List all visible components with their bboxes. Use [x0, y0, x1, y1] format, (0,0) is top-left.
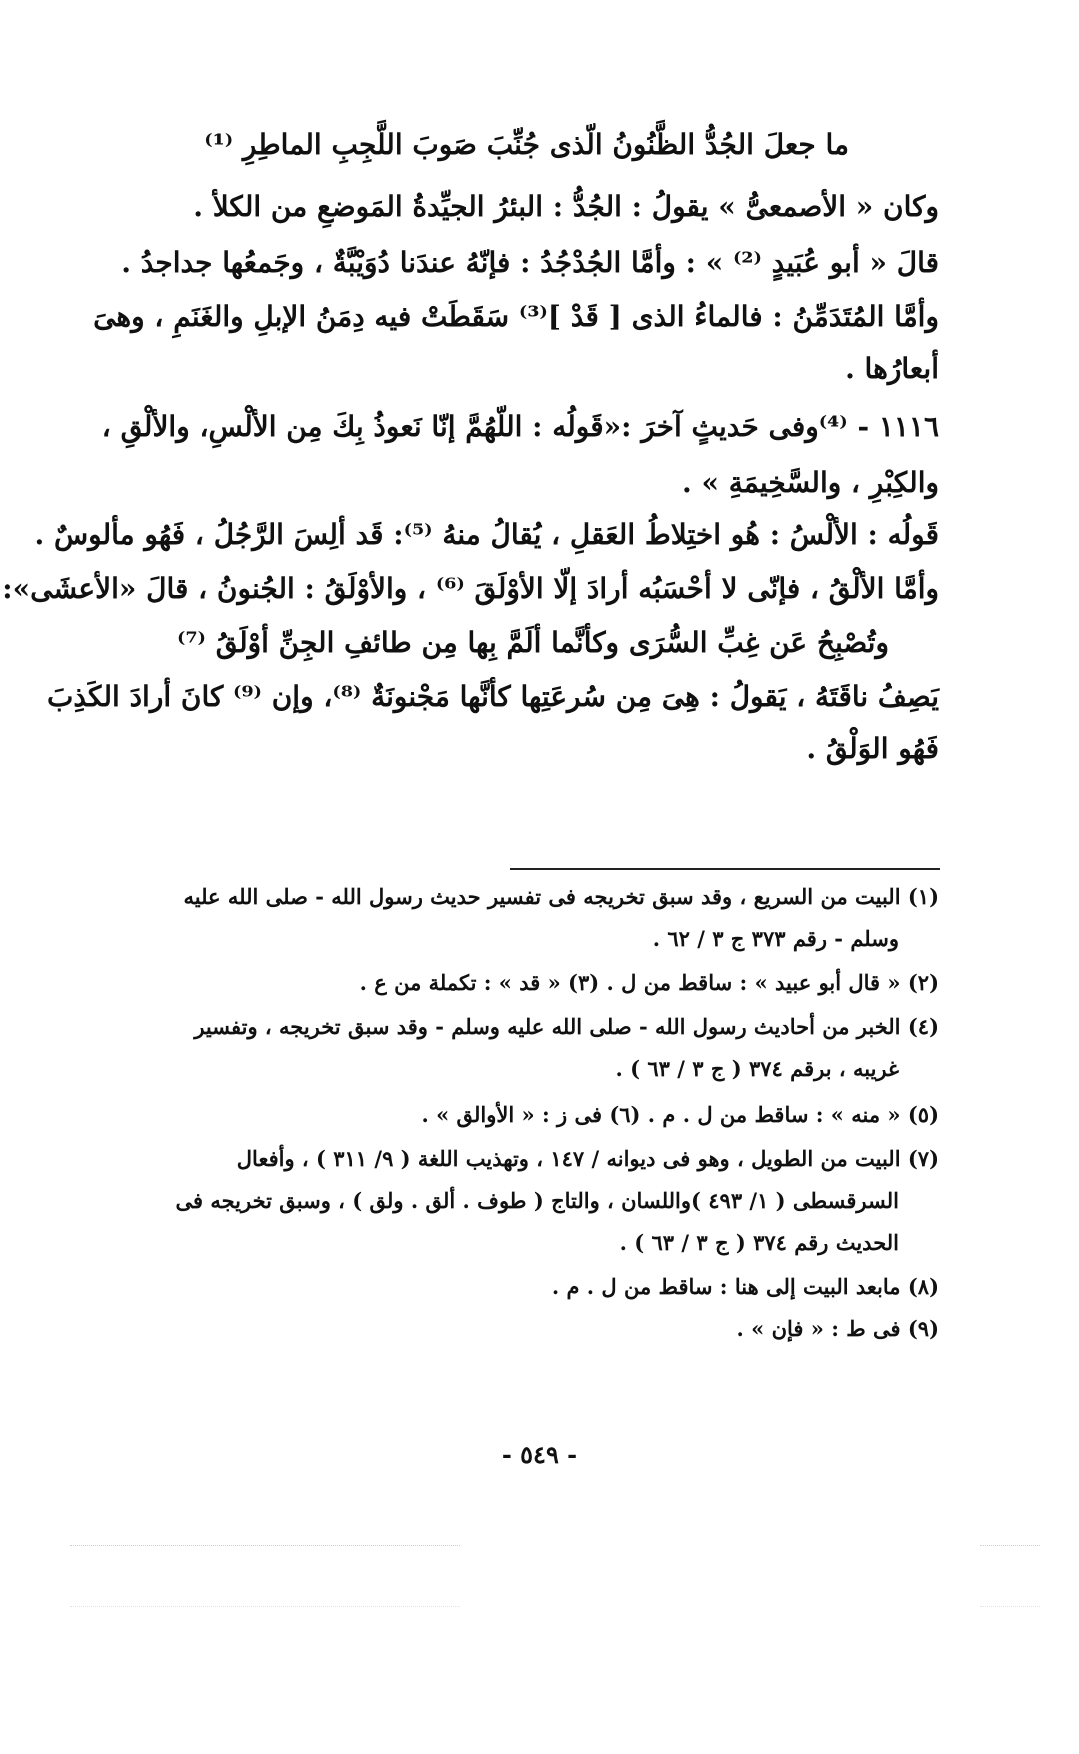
paragraph-line-5: أبعارُها .	[845, 352, 939, 385]
footnote-1-line-2: وسلم - رقم ٣٧٣ ج ٣ / ٦٢ .	[652, 926, 899, 951]
paragraph-line-3: قالَ « أبو عُبَيدٍ ⁽²⁾ » : وأمَّا الجُدْجُدُ : فإنّهُ عندَنا دُوَيْبَّةٌ ، وجَمعُها جداجدُ .	[121, 246, 939, 279]
scan-artifact	[980, 1545, 1040, 1607]
hadith-line-2: والكِبْرِ ، والسَّخِيمَةِ » .	[681, 466, 939, 499]
page-number: - ٥٤٩ -	[501, 1440, 578, 1469]
verse-1: ما جعلَ الجُدُّ الظَّنُونُ الّذى جُنِّبَ صَوبَ اللَّجِبِ الماطِرِ ⁽¹⁾	[204, 128, 849, 161]
paragraph-line-2: وكان « الأصمعىُّ » يقولُ : الجُدُّ : البئرُ الجيِّدةُ المَوضعِ من الكلأ .	[193, 190, 939, 223]
hadith-line-1: ١١١٦ - ⁽⁴⁾وفى حَديثٍ آخرَ :«قَولُه : اللّهُمَّ إنّا نَعوذُ بِكَ مِن الألْسِ، والألْقِ ،	[101, 410, 939, 443]
footnote-7-line-2: السرقسطى ( ١/ ٤٩٣ )واللسان ، والتاج ( طوف . ألق . ولق ) ، وسبق تخريجه فى	[175, 1188, 899, 1213]
footnote-9: (٩) فى ط : « فإن » .	[736, 1316, 939, 1341]
footnote-separator	[510, 868, 940, 870]
explanation-line-2: وأمَّا الألْقُ ، فإنّى لا أحْسَبُه أرادَ إلّا الأوْلَقَ ⁽⁶⁾ ، والأوْلَقُ : الجُنونُ ، قالَ «الأعشَى»:	[2, 572, 939, 605]
explanation-line-3: يَصِفُ ناقَتَهُ ، يَقولُ : هِىَ مِن سُرعَتِها كأنَّها مَجْنونَةٌ ⁽⁸⁾، وإن ⁽⁹⁾ كانَ أرادَ الكَذِبَ	[47, 680, 939, 713]
footnote-7-line-1: (٧) البيت من الطويل ، وهو فى ديوانه / ١٤٧ ، وتهذيب اللغة ( ٩/ ٣١١ ) ، وأفعال	[236, 1146, 939, 1171]
scan-artifact	[70, 1545, 460, 1607]
explanation-line-1: قَولُه : الألْسُ : هُو اختِلاطُ العَقلِ ، يُقالُ منهُ ⁽⁵⁾: قَد ألِسَ الرَّجُلُ ، فَهُو مألوسٌ .	[34, 518, 939, 551]
verse-2: وتُصْبِحُ عَن غِبِّ السُّرَى وكأنَّما ألَمَّ بِها مِن طائفِ الجِنِّ أوْلَقُ ⁽⁷⁾	[177, 626, 889, 659]
footnote-2-3: (٢) « قال أبو عبيد » : ساقط من ل . (٣) « قد » : تكملة من ع .	[359, 970, 939, 995]
footnote-7-line-3: الحديث رقم ٣٧٤ ( ج ٣ / ٦٣ ) .	[619, 1230, 899, 1255]
footnote-4-line-2: غريبه ، برقم ٣٧٤ ( ج ٣ / ٦٣ ) .	[615, 1056, 899, 1081]
footnote-5-6: (٥) « منه » : ساقط من ل . م . (٦) فى ز : « الأوالق » .	[421, 1102, 939, 1127]
footnote-8: (٨) مابعد البيت إلى هنا : ساقط من ل . م .	[551, 1274, 939, 1299]
footnote-4-line-1: (٤) الخبر من أحاديث رسول الله - صلى الله عليه وسلم - وقد سبق تخريجه ، وتفسير	[194, 1014, 939, 1039]
footnote-1-line-1: (١) البيت من السريع ، وقد سبق تخريجه فى تفسير حديث رسول الله - صلى الله عليه	[183, 884, 939, 909]
paragraph-line-4: وأمَّا المُتَدَمِّنُ : فالماءُ الذى [ قَدْ ]⁽³⁾ سَقَطَتْ فيه دِمَنُ الإبلِ والغَنَمِ ، وهىَ	[93, 300, 939, 333]
explanation-line-4: فَهُو الوَلْقُ .	[806, 732, 939, 765]
